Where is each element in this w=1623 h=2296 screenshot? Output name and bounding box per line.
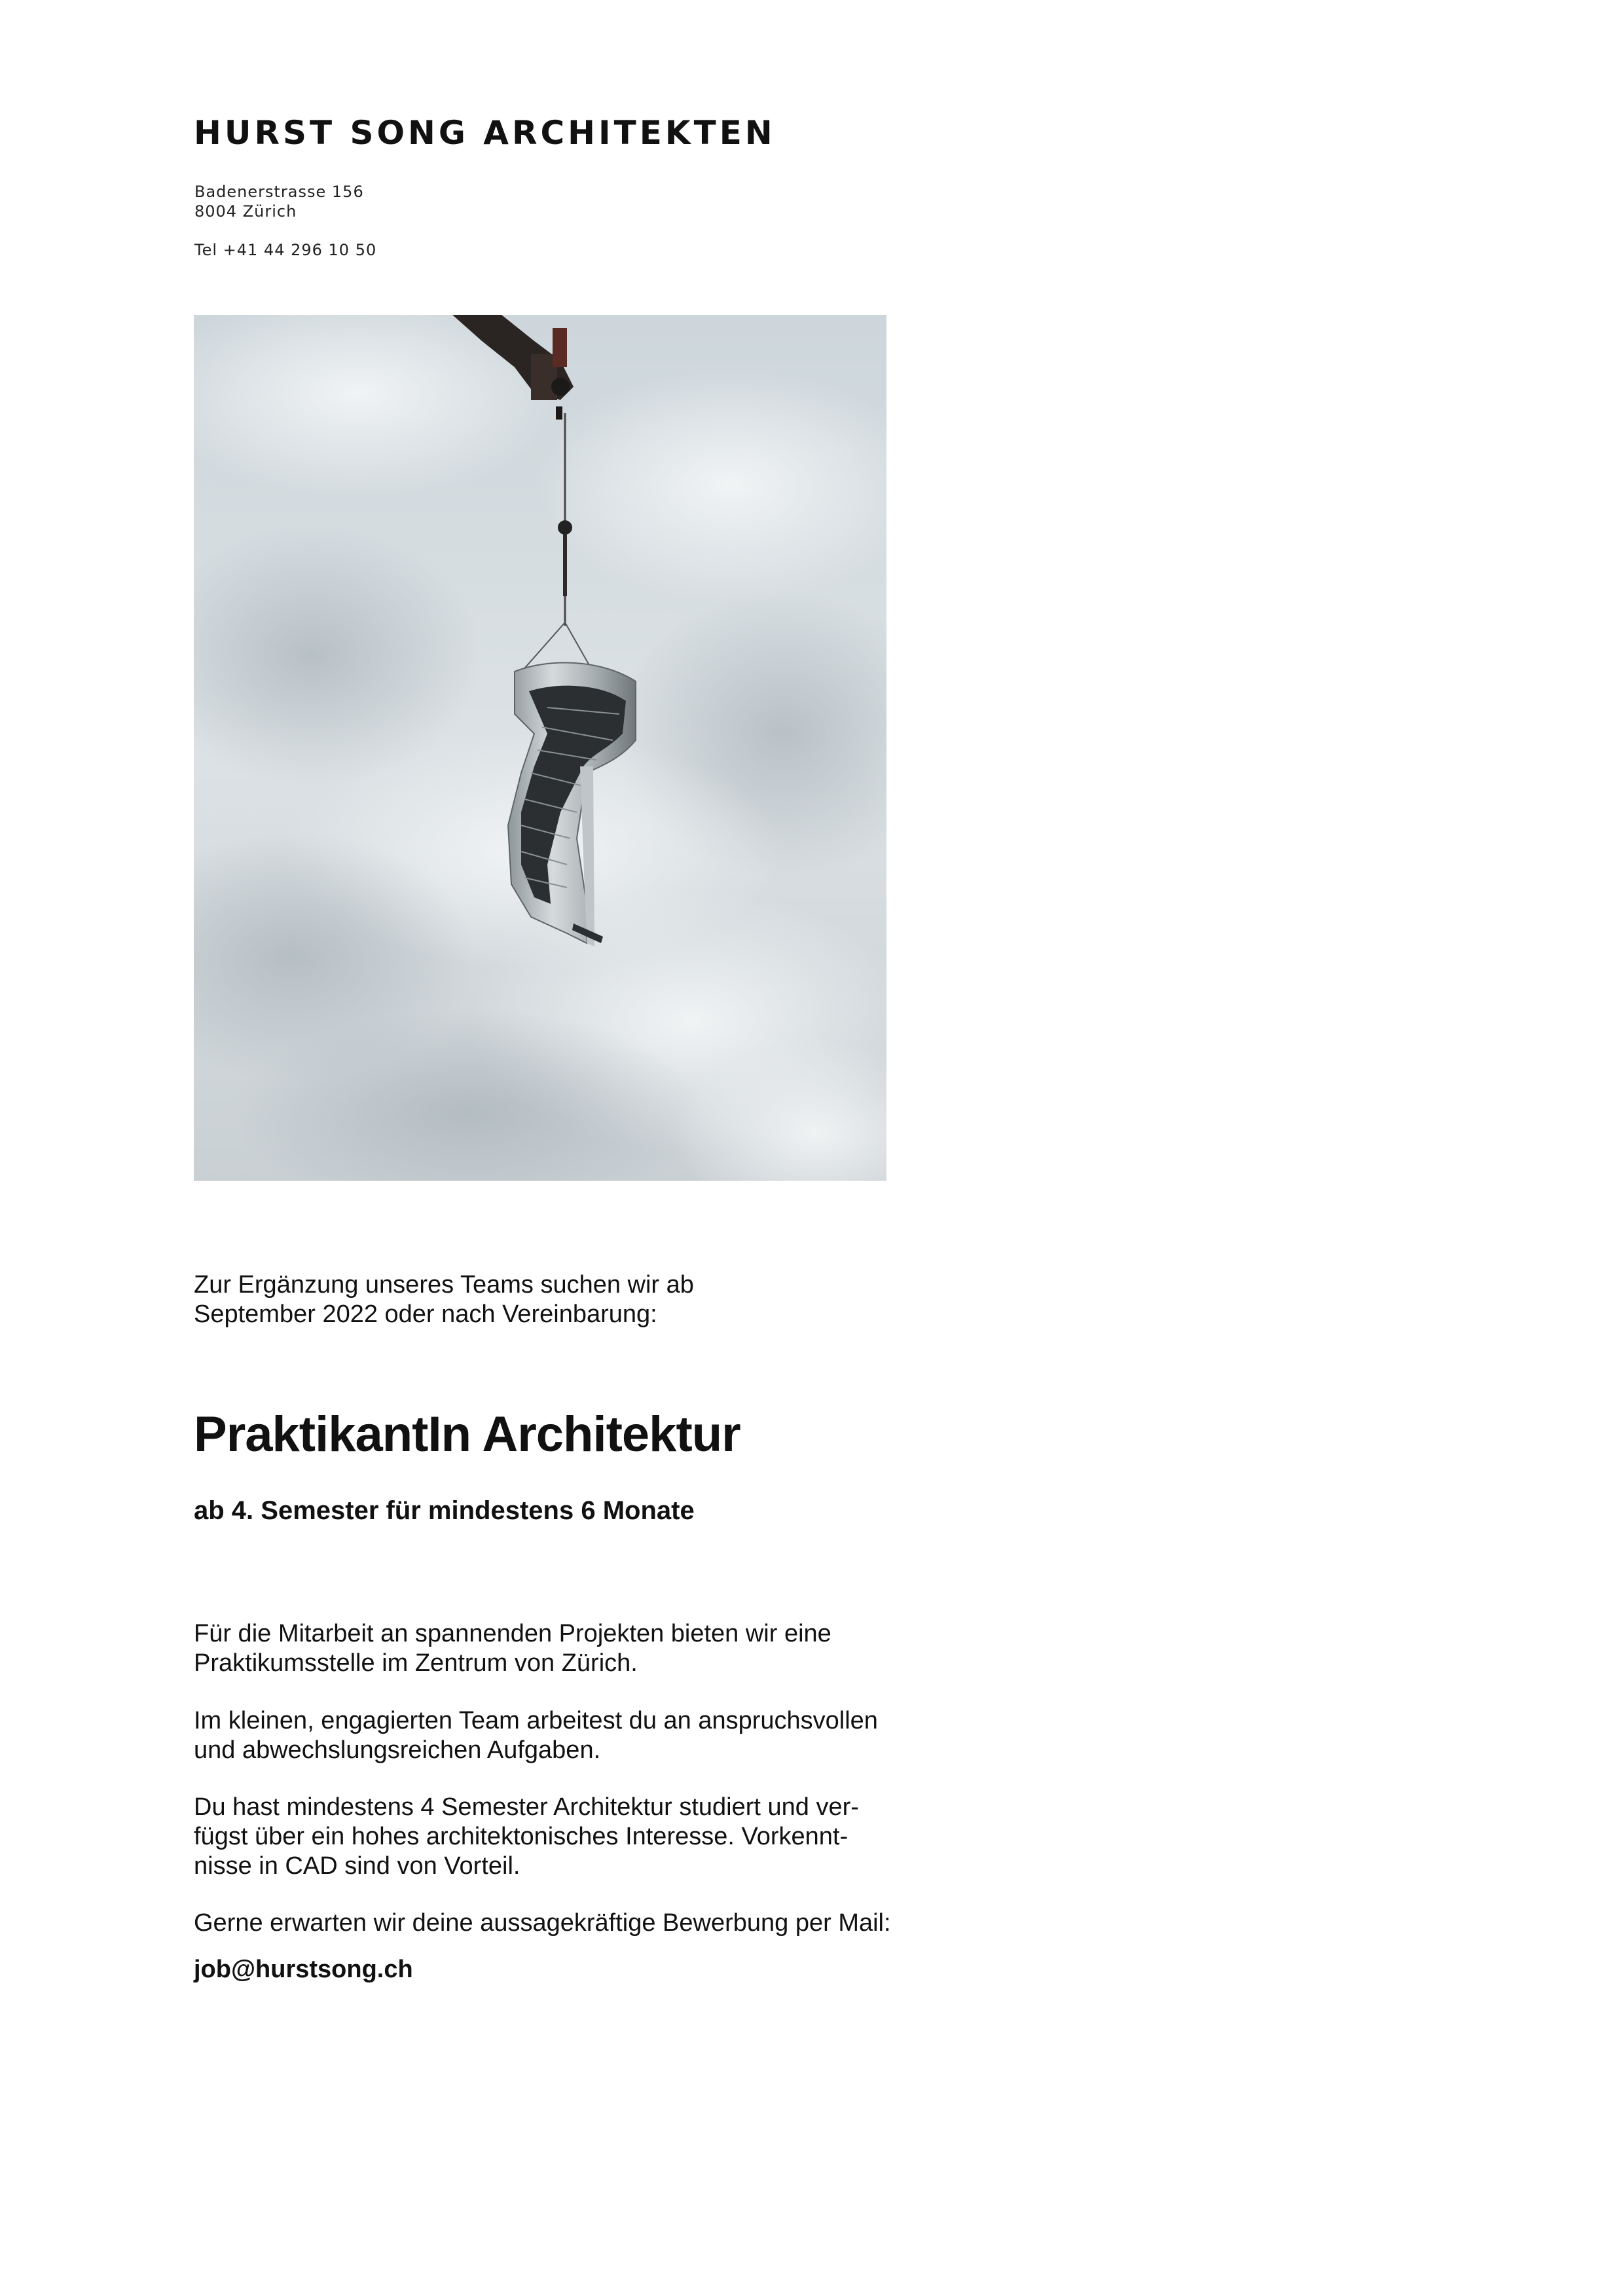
phone-number: Tel +41 44 296 10 50 xyxy=(194,241,377,259)
job-title: PraktikantIn Architektur xyxy=(194,1407,740,1462)
paragraph-1 xyxy=(194,1619,831,1678)
job-subtitle: ab 4. Semester für mindestens 6 Monate xyxy=(194,1496,695,1525)
paragraph-line: Für die Mitarbeit an spannenden Projekten bieten wir eine xyxy=(194,1620,831,1647)
intro-line: September 2022 oder nach Vereinbarung: xyxy=(194,1300,657,1328)
paragraph-4: Gerne erwarten wir deine aussagekräftige Bewerbung per Mail: xyxy=(194,1909,891,1937)
paragraph-line: fügst über ein hohes architektonisches Interesse. Vorkennt- xyxy=(194,1823,848,1850)
paragraph-line: Praktikumsstelle im Zentrum von Zürich. xyxy=(194,1649,638,1677)
address-street: Badenerstrasse 156 xyxy=(194,183,364,201)
intro-text xyxy=(194,1270,694,1329)
paragraph-line: nisse in CAD sind von Vorteil. xyxy=(194,1852,520,1880)
address-city: 8004 Zürich xyxy=(194,202,297,221)
paragraph-line: und abwechslungsreichen Aufgaben. xyxy=(194,1736,601,1764)
intro-line: Zur Ergänzung unseres Teams suchen wir ab xyxy=(194,1271,694,1299)
paragraph-line: Du hast mindestens 4 Semester Architektur studiert und ver- xyxy=(194,1793,859,1821)
paragraph-line: Im kleinen, engagierten Team arbeitest du an anspruchsvollen xyxy=(194,1707,878,1734)
application-email-link[interactable]: job@hurstsong.ch xyxy=(194,1956,413,1983)
paragraph-2 xyxy=(194,1706,878,1765)
crane-staircase-photo xyxy=(194,315,886,1181)
company-name: HURST SONG ARCHITEKTEN xyxy=(194,114,776,152)
paragraph-3 xyxy=(194,1793,859,1881)
